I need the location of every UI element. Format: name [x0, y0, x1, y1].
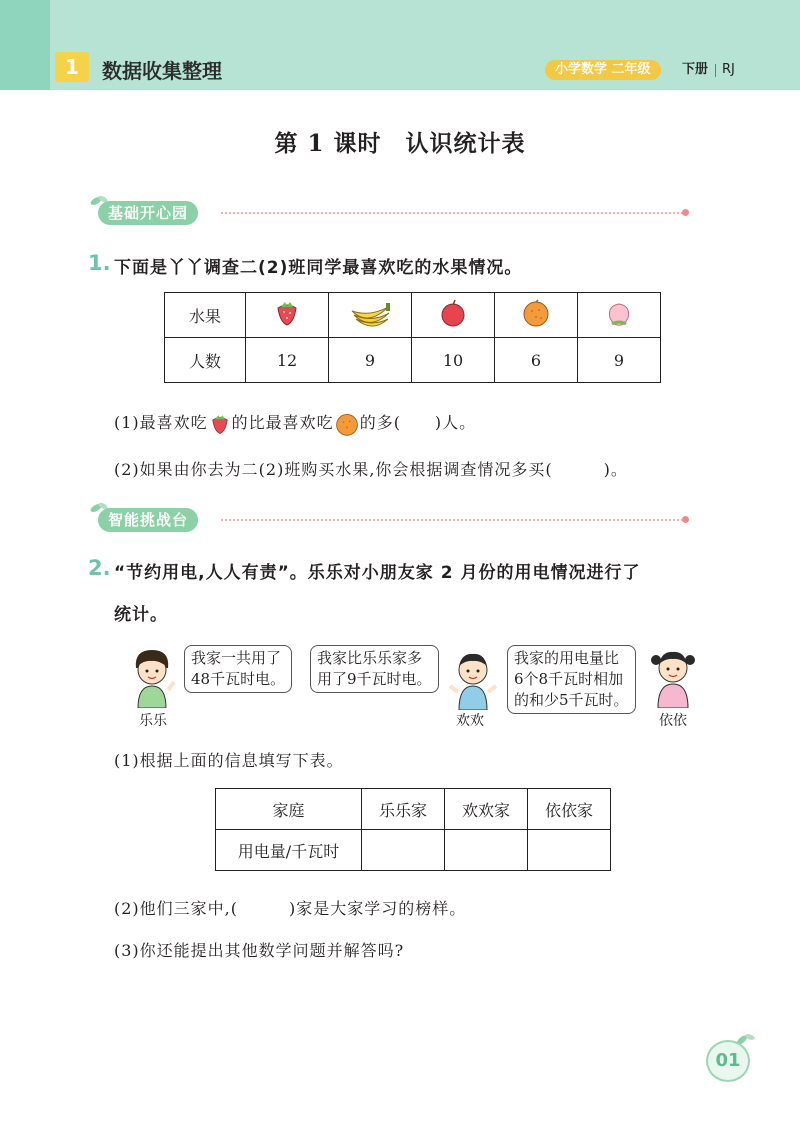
fruit-cell — [329, 293, 412, 338]
banana-icon — [348, 297, 392, 329]
subquestion-2-2: (2)他们三家中,( )家是大家学习的榜样。 — [114, 899, 467, 918]
table-row — [216, 789, 611, 830]
bubble-line: 我家比乐乐家多 — [317, 649, 423, 667]
question-text: 下面是丫丫调查二(2)班同学最喜欢吃的水果情况。 — [114, 258, 523, 278]
header-family: 家庭 — [216, 789, 362, 830]
fruit-survey-table — [164, 292, 661, 383]
chapter-number: 1 — [55, 52, 89, 82]
family-header: 依依家 — [528, 789, 611, 830]
table-row — [165, 293, 661, 338]
page-header — [0, 0, 800, 90]
dotted-divider — [221, 519, 683, 521]
fruit-cell — [246, 293, 329, 338]
question-text: “节约用电,人人有责”。乐乐对小朋友家 2 月份的用电情况进行了 — [114, 563, 641, 583]
orange-icon — [334, 411, 360, 437]
divider-end-dot — [682, 516, 689, 523]
count-cell: 12 — [246, 338, 329, 383]
chapter-title: 数据收集整理 — [102, 59, 222, 83]
electricity-table — [215, 788, 611, 871]
strawberry-icon — [208, 411, 232, 437]
subquestion-1-2: (2)如果由你去为二(2)班购买水果,你会根据调查情况多买( )。 — [114, 460, 628, 479]
peach-icon — [604, 298, 634, 328]
book-subject-badge: 小学数学 二年级 — [545, 60, 661, 80]
row-header-fruit: 水果 — [165, 293, 246, 338]
answer-cell[interactable] — [362, 830, 445, 871]
bubble-line: 用了9千瓦时电。 — [317, 670, 432, 688]
subquestion-1-1 — [114, 410, 476, 437]
page-number: 01 — [706, 1040, 750, 1082]
kid-name-yiyi: 依依 — [659, 713, 687, 729]
bubble-line: 我家一共用了 — [191, 649, 282, 667]
bubble-line: 6个8千瓦时相加 — [514, 670, 624, 688]
orange-icon — [521, 298, 551, 328]
subquestion-text: 的多( )人。 — [359, 413, 477, 432]
section-label: 基础开心园 — [98, 201, 198, 225]
section-label: 智能挑战台 — [98, 508, 198, 532]
fruit-cell — [578, 293, 661, 338]
kid-name-huanhuan: 欢欢 — [456, 713, 484, 729]
speech-bubble-lele — [184, 645, 292, 693]
book-term: 下册 — [682, 62, 709, 77]
speech-bubble-huanhuan — [310, 645, 439, 693]
subquestion-text: (1)最喜欢吃 — [114, 413, 208, 432]
strawberry-icon — [272, 298, 302, 328]
speech-bubble-yiyi — [507, 645, 636, 714]
row-label-usage: 用电量/千瓦时 — [216, 830, 362, 871]
subquestion-2-3: (3)你还能提出其他数学问题并解答吗? — [114, 941, 405, 960]
family-header: 乐乐家 — [362, 789, 445, 830]
bubble-line: 48千瓦时电。 — [191, 670, 286, 688]
bubble-line: 的和少5千瓦时。 — [514, 691, 629, 709]
book-edition: RJ — [722, 62, 735, 77]
count-cell: 9 — [329, 338, 412, 383]
table-row — [165, 338, 661, 383]
divider-end-dot — [682, 209, 689, 216]
lesson-title: 第 1 课时 认识统计表 — [274, 130, 526, 157]
section-basic — [88, 198, 693, 228]
answer-cell[interactable] — [445, 830, 528, 871]
question-text-continued: 统计。 — [114, 605, 168, 625]
family-header: 欢欢家 — [445, 789, 528, 830]
subquestion-text: 的比最喜欢吃 — [231, 413, 334, 432]
question-number: 1. — [88, 251, 111, 275]
row-header-count: 人数 — [165, 338, 246, 383]
count-cell: 9 — [578, 338, 661, 383]
girl-yiyi-illustration — [648, 646, 698, 708]
bubble-line: 我家的用电量比 — [514, 649, 620, 667]
kid-name-lele: 乐乐 — [139, 713, 167, 729]
fruit-cell — [412, 293, 495, 338]
answer-cell[interactable] — [528, 830, 611, 871]
dotted-divider — [221, 212, 683, 214]
subquestion-2-1: (1)根据上面的信息填写下表。 — [114, 751, 344, 770]
boy-lele-illustration — [128, 646, 178, 708]
table-row — [216, 830, 611, 871]
fruit-cell — [495, 293, 578, 338]
count-cell: 6 — [495, 338, 578, 383]
count-cell: 10 — [412, 338, 495, 383]
boy-huanhuan-illustration — [448, 650, 498, 710]
question-number: 2. — [88, 556, 111, 580]
header-divider — [715, 64, 716, 77]
apple-icon — [439, 298, 467, 328]
section-challenge — [88, 505, 693, 535]
header-accent-bar — [0, 0, 50, 90]
